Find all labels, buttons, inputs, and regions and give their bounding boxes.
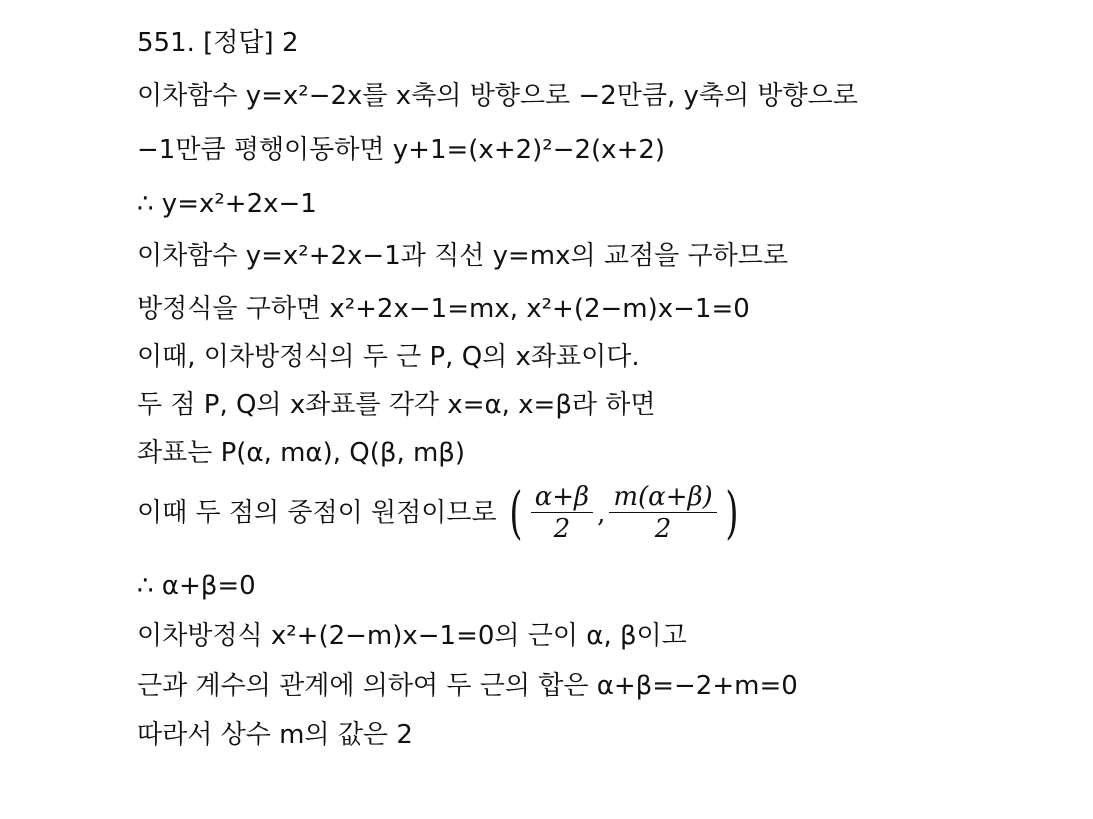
solution-line-3: ∴ y=x²+2x−1 xyxy=(137,189,317,219)
solution-line-11: 이차방정식 x²+(2−m)x−1=0의 근이 α, β이고 xyxy=(137,621,687,651)
solution-line-2: −1만큼 평행이동하면 y+1=(x+2)²−2(x+2) xyxy=(137,135,666,165)
fraction-2-denominator: 2 xyxy=(654,514,672,544)
solution-line-13: 따라서 상수 m의 값은 2 xyxy=(137,720,413,750)
fraction-1-denominator: 2 xyxy=(553,514,571,544)
solution-line-8: 좌표는 P(α, mα), Q(β, mβ) xyxy=(137,438,466,468)
solution-line-6: 이때, 이차방정식의 두 근 P, Q의 x좌표이다. xyxy=(137,342,640,372)
solution-line-5: 방정식을 구하면 x²+2x−1=mx, x²+(2−m)x−1=0 xyxy=(137,294,750,324)
left-paren: ( xyxy=(509,480,523,546)
fraction-2-numerator: m(α+β) xyxy=(609,482,716,513)
midpoint-coordinates xyxy=(505,482,743,545)
midpoint-text: 이때 두 점의 중점이 원점이므로 xyxy=(137,498,497,528)
fraction-1-numerator: α+β xyxy=(531,482,593,513)
solution-line-9 xyxy=(137,482,743,545)
fraction-1 xyxy=(531,482,593,545)
solution-line-7: 두 점 P, Q의 x좌표를 각각 x=α, x=β라 하면 xyxy=(137,390,656,420)
solution-line-12: 근과 계수의 관계에 의하여 두 근의 합은 α+β=−2+m=0 xyxy=(137,671,798,701)
fraction-2 xyxy=(609,482,716,545)
solution-line-10: ∴ α+β=0 xyxy=(137,571,256,601)
solution-line-4: 이차함수 y=x²+2x−1과 직선 y=mx의 교점을 구하므로 xyxy=(137,241,788,271)
solution-heading: 551. [정답] 2 xyxy=(137,28,299,58)
right-paren: ) xyxy=(725,480,739,546)
solution-line-1: 이차함수 y=x²−2x를 x축의 방향으로 −2만큼, y축의 방향으로 xyxy=(137,81,858,111)
coordinate-comma: , xyxy=(597,498,606,529)
